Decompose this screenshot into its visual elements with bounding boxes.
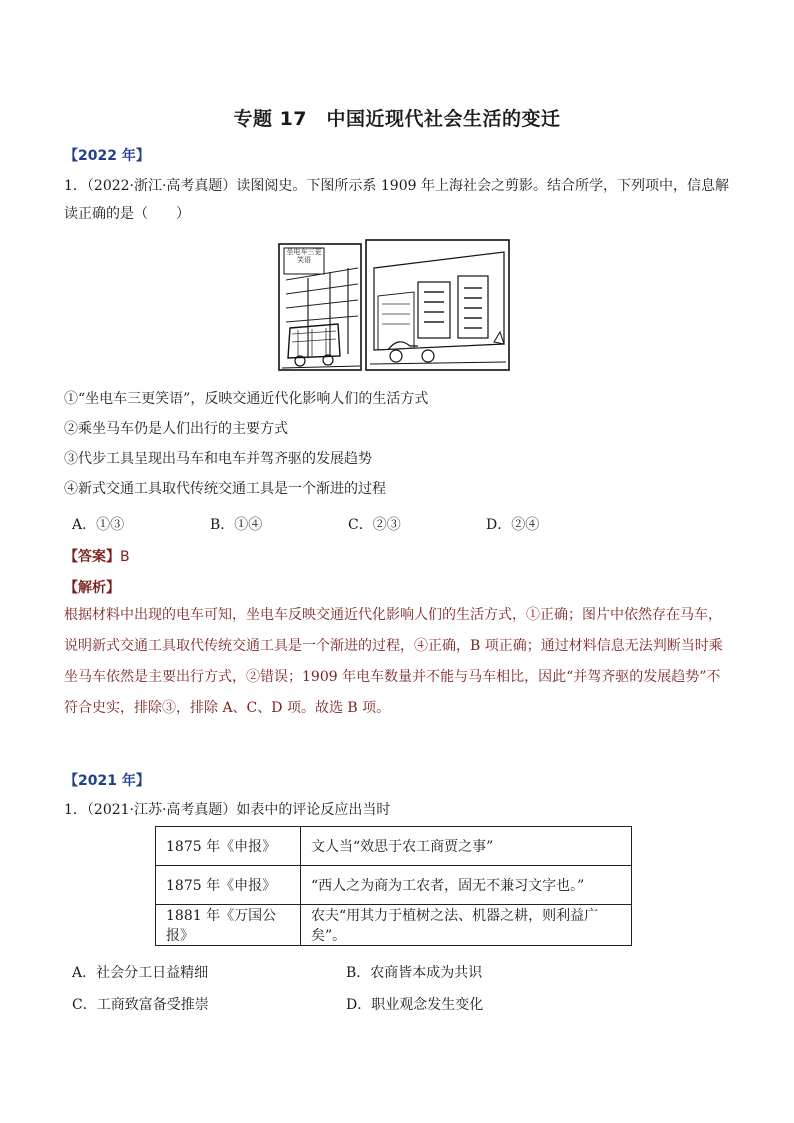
table-cell-source: 1875 年《申报》	[156, 866, 301, 905]
q2-choice-d: D．职业观念发生变化	[346, 997, 484, 1013]
statement-2: ②乘坐马车仍是人们出行的主要方式	[64, 421, 288, 437]
section-heading-2021: 【2021 年】	[64, 773, 150, 789]
question-1-stem	[64, 172, 734, 228]
statement-4: ④新式交通工具取代传统交通工具是一个渐进的过程	[64, 481, 386, 497]
q2-choice-a: A．社会分工日益精细	[72, 965, 209, 981]
q2-choice-c: C．工商致富备受推崇	[72, 997, 209, 1013]
table-cell-quote: 农夫“用其力于植树之法、机器之耕，则利益广矣”。	[301, 905, 632, 946]
source-table	[155, 826, 632, 946]
table-row	[156, 827, 632, 866]
section-heading-2022: 【2022 年】	[64, 148, 150, 164]
q2-choice-b: B．农商皆本成为共识	[346, 965, 483, 981]
question-1-stem-line-2: 读正确的是（ ）	[64, 206, 190, 222]
analysis-text: 根据材料中出现的电车可知，坐电车反映交通近代化影响人们的生活方式，①正确；图片中依然存在马车，说明新式交通工具取代传统交通工具是一个渐进的过程，④正确，B 项正确；通过材料信息无法判断当时乘坐马车依然是主要出行方式，②错误；1909 年电车数量并不能与马车相比，因此“并驾齐驱的发展趋势”不符合史实，排除③，排除 A、C、D 项。故选 B 项。	[64, 607, 723, 716]
choice-c: C．②③	[348, 517, 401, 533]
choice-b: B．①④	[210, 517, 263, 533]
answer-line	[64, 546, 130, 566]
table-row	[156, 866, 632, 905]
table-cell-quote: “西人之为商为工农者，固无不兼习文字也。”	[301, 866, 632, 905]
question-2-stem: 1．（2021·江苏·高考真题）如表中的评论反应出当时	[64, 802, 391, 818]
page-title: 专题 17 中国近现代社会生活的变迁	[233, 108, 561, 130]
statement-3: ③代步工具呈现出马车和电车并驾齐驱的发展趋势	[64, 451, 372, 467]
table-row	[156, 905, 632, 946]
figure-sign-caption: 坐电车三更笑语	[286, 248, 322, 264]
question-1-stem-line-1: 1．（2022·浙江·高考真题）读图阅史。下图所示系 1909 年上海社会之剪影。结合所学，下列项中，信息解	[64, 178, 729, 194]
choice-d: D．②④	[486, 517, 540, 533]
question-1-statements	[64, 384, 734, 504]
historical-sketch-figure	[278, 238, 510, 372]
analysis-label: 【解析】	[64, 580, 120, 596]
table-cell-source: 1881 年《万国公报》	[156, 905, 301, 946]
choice-a: A．①③	[72, 517, 125, 533]
answer-value: B	[120, 549, 130, 565]
statement-1: ①“坐电车三更笑语”，反映交通近代化影响人们的生活方式	[64, 391, 429, 407]
table-cell-source: 1875 年《申报》	[156, 827, 301, 866]
answer-label: 【答案】	[64, 549, 120, 565]
table-cell-quote: 文人当“效思于农工商贾之事”	[301, 827, 632, 866]
